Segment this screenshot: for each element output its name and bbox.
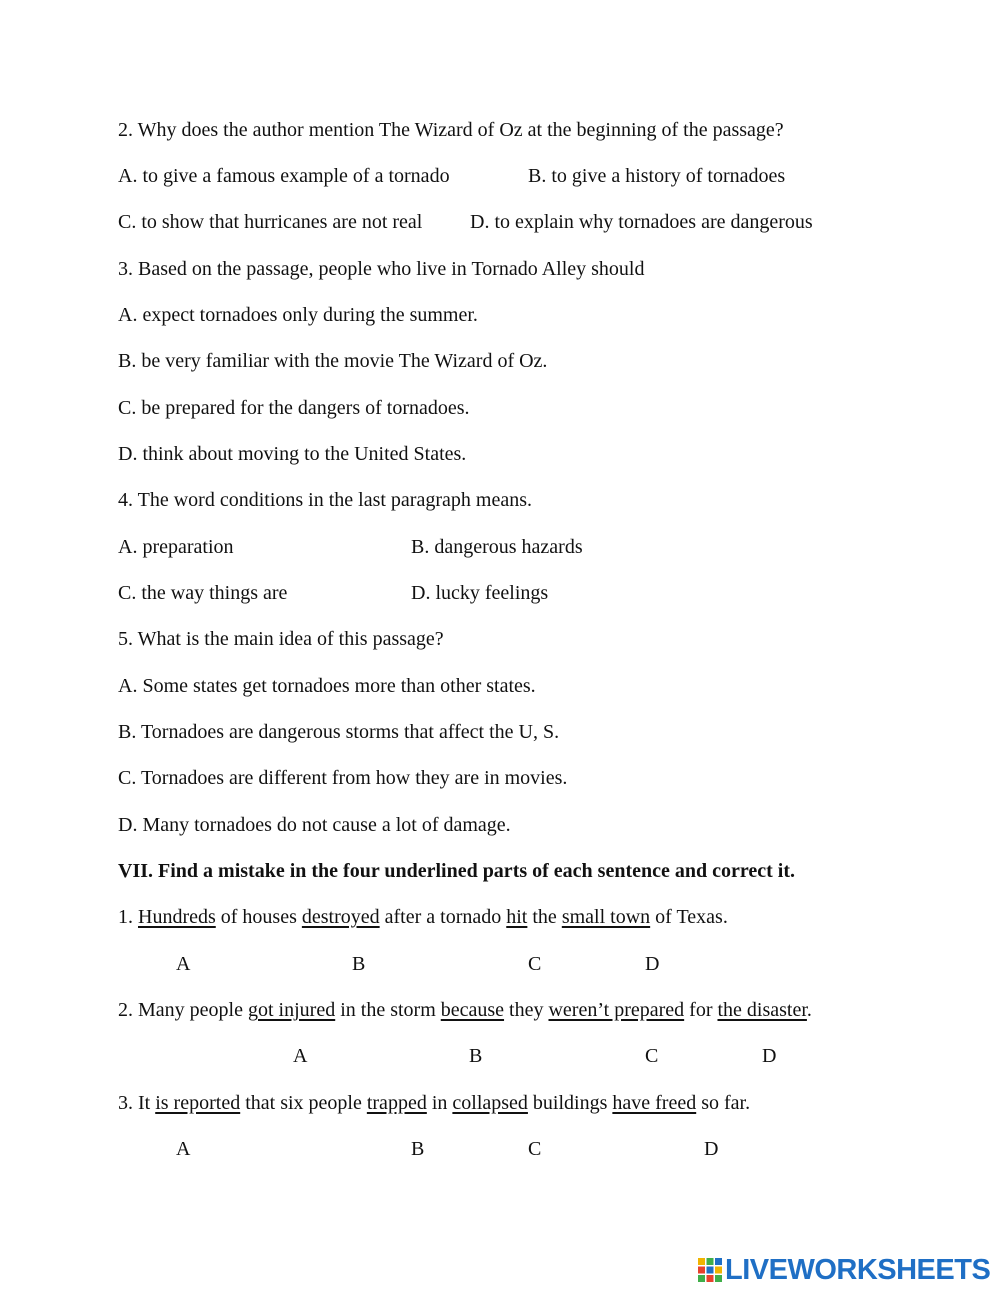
- question-3-option-d[interactable]: D. think about moving to the United States.: [118, 443, 467, 465]
- underlined-part-b[interactable]: destroyed: [301, 906, 380, 928]
- sentence-text: 1.: [118, 906, 138, 928]
- question-3-stem: 3. Based on the passage, people who live in Tornado Alley should: [118, 258, 645, 280]
- choice-label-c: C: [645, 1045, 659, 1067]
- underlined-part-d[interactable]: have freed: [612, 1092, 697, 1114]
- underlined-part-c[interactable]: hit: [506, 906, 528, 928]
- question-2-option-c[interactable]: C. to show that hurricanes are not real: [118, 211, 423, 233]
- question-5-option-a[interactable]: A. Some states get tornadoes more than other states.: [118, 675, 536, 697]
- sentence-1: [118, 905, 728, 929]
- sentence-text: for: [684, 999, 718, 1021]
- question-3-option-b[interactable]: B. be very familiar with the movie The Wizard of Oz.: [118, 350, 548, 372]
- sentence-text: in: [426, 1092, 453, 1114]
- underlined-part-a[interactable]: is reported: [155, 1092, 241, 1114]
- question-2-option-d[interactable]: D. to explain why tornadoes are dangerous: [470, 211, 813, 233]
- question-4-option-b[interactable]: B. dangerous hazards: [411, 536, 583, 558]
- sentence-text: 3. It: [118, 1092, 156, 1114]
- sentence-text: the: [527, 906, 562, 928]
- choice-label-a: A: [176, 1138, 191, 1160]
- choice-label-b: B: [352, 953, 366, 975]
- sentence-text: .: [806, 999, 812, 1021]
- question-5-option-b[interactable]: B. Tornadoes are dangerous storms that affect the U, S.: [118, 721, 560, 743]
- underlined-part-b[interactable]: because: [440, 999, 505, 1021]
- question-2-option-a[interactable]: A. to give a famous example of a tornado: [118, 165, 450, 187]
- question-4-stem: 4. The word conditions in the last paragraph means.: [118, 489, 532, 511]
- section-vii-heading: VII. Find a mistake in the four underlined parts of each sentence and correct it.: [118, 860, 796, 882]
- liveworksheets-blocks-icon: [697, 1257, 723, 1283]
- underlined-part-d[interactable]: small town: [561, 906, 651, 928]
- sentence-text: after a tornado: [379, 906, 507, 928]
- liveworksheets-wordmark: LIVEWORKSHEETS: [725, 1254, 991, 1286]
- choice-label-d: D: [762, 1045, 777, 1067]
- underlined-part-a[interactable]: Hundreds: [138, 906, 216, 928]
- underlined-part-b[interactable]: trapped: [366, 1092, 427, 1114]
- choice-label-c: C: [528, 1138, 542, 1160]
- sentence-2: [118, 998, 812, 1022]
- underlined-part-a[interactable]: got injured: [247, 999, 336, 1021]
- question-4-option-d[interactable]: D. lucky feelings: [411, 582, 549, 604]
- sentence-text: in the storm: [335, 999, 441, 1021]
- question-3-option-a[interactable]: A. expect tornadoes only during the summer.: [118, 304, 478, 326]
- liveworksheets-logo: [697, 1253, 990, 1287]
- underlined-part-c[interactable]: weren’t prepared: [548, 999, 685, 1021]
- sentence-text: of Texas.: [650, 906, 728, 928]
- underlined-part-c[interactable]: collapsed: [452, 1092, 528, 1114]
- question-3-option-c[interactable]: C. be prepared for the dangers of tornadoes.: [118, 397, 470, 419]
- question-5-option-c[interactable]: C. Tornadoes are different from how they are in movies.: [118, 767, 568, 789]
- sentence-text: buildings: [527, 1092, 613, 1114]
- choice-label-d: D: [704, 1138, 719, 1160]
- sentence-text: of houses: [215, 906, 302, 928]
- choice-label-a: A: [176, 953, 191, 975]
- choice-label-b: B: [411, 1138, 425, 1160]
- choice-label-c: C: [528, 953, 542, 975]
- choice-label-b: B: [469, 1045, 483, 1067]
- question-2-option-b[interactable]: B. to give a history of tornadoes: [528, 165, 786, 187]
- question-5-stem: 5. What is the main idea of this passage?: [118, 628, 444, 650]
- sentence-text: 2. Many people: [118, 999, 248, 1021]
- question-2-stem: 2. Why does the author mention The Wizard of Oz at the beginning of the passage?: [118, 119, 784, 141]
- question-4-option-c[interactable]: C. the way things are: [118, 582, 288, 604]
- sentence-text: that six people: [240, 1092, 367, 1114]
- sentence-text: so far.: [696, 1092, 751, 1114]
- choice-label-d: D: [645, 953, 660, 975]
- question-4-option-a[interactable]: A. preparation: [118, 536, 234, 558]
- underlined-part-d[interactable]: the disaster: [717, 999, 807, 1021]
- question-5-option-d[interactable]: D. Many tornadoes do not cause a lot of damage.: [118, 814, 511, 836]
- sentence-3: [118, 1091, 750, 1115]
- choice-label-a: A: [293, 1045, 308, 1067]
- sentence-text: they: [504, 999, 549, 1021]
